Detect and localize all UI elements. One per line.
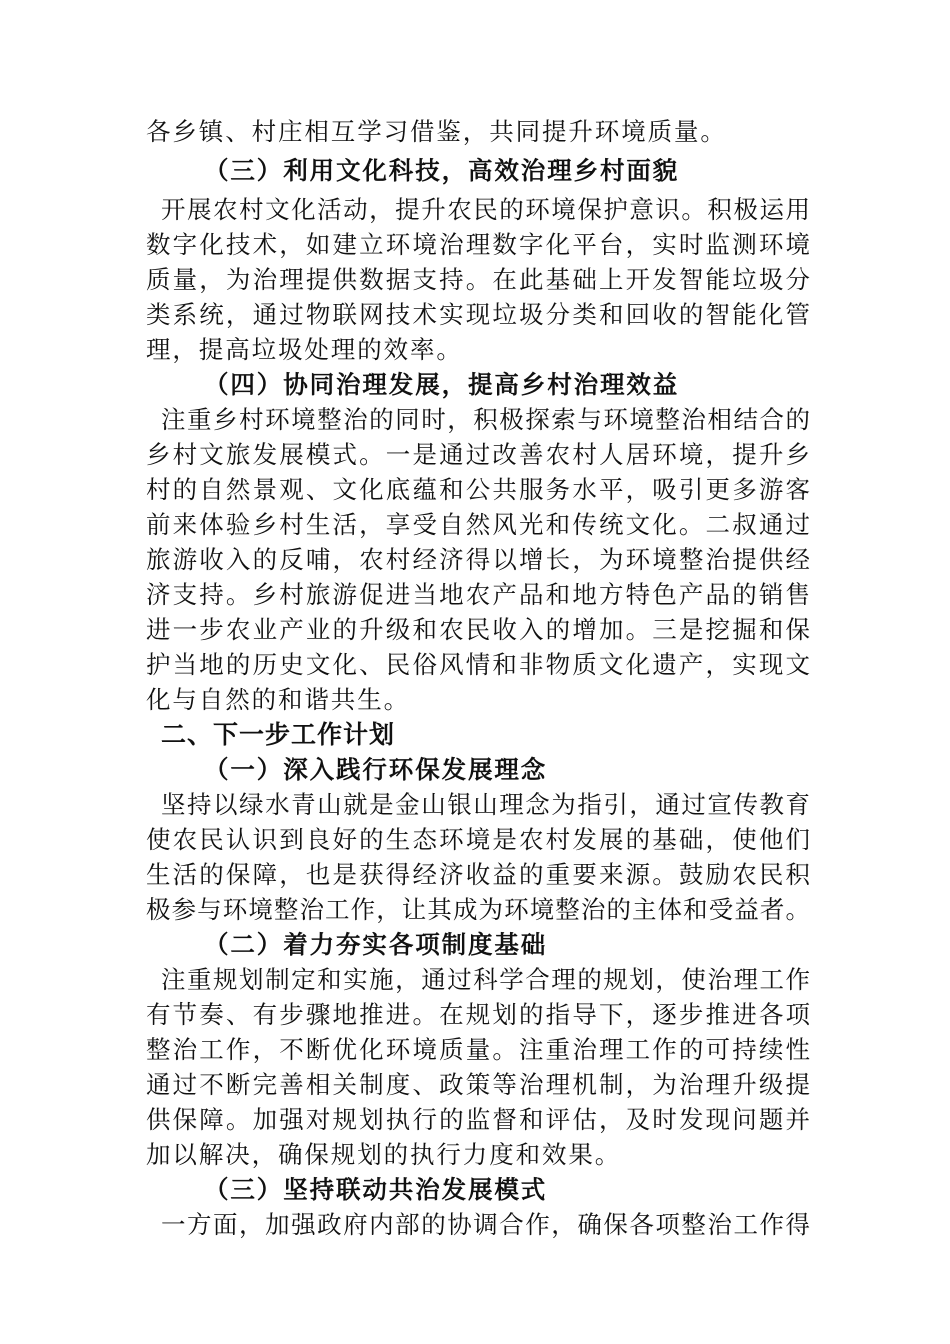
section-heading: （四）协同治理发展，提高乡村治理效益 — [204, 370, 680, 399]
paragraph-line: 极参与环境整治工作，让其成为环境整治的主体和受益者。 — [146, 895, 810, 924]
paragraph-line: 坚持以绿水青山就是金山银山理念为指引，通过宣传教育 — [161, 790, 810, 819]
paragraph-line: 通过不断完善相关制度、政策等治理机制，为治理升级提 — [146, 1070, 810, 1099]
paragraph-line: 注重规划制定和实施，通过科学合理的规划，使治理工作 — [161, 965, 810, 994]
paragraph-line: 旅游收入的反哺，农村经济得以增长，为环境整治提供经 — [146, 545, 810, 574]
paragraph-line: 一方面，加强政府内部的协调合作，确保各项整治工作得 — [161, 1210, 810, 1239]
paragraph-line: 护当地的历史文化、民俗风情和非物质文化遗产，实现文 — [146, 650, 810, 679]
paragraph-line: 化与自然的和谐共生。 — [146, 685, 410, 714]
section-heading: （三）坚持联动共治发展模式 — [204, 1175, 548, 1204]
section-heading: （三）利用文化科技，高效治理乡村面貌 — [204, 156, 680, 185]
section-heading: （二）着力夯实各项制度基础 — [204, 930, 548, 959]
paragraph-line: 各乡镇、村庄相互学习借鉴，共同提升环境质量。 — [146, 117, 727, 146]
paragraph-line: 理，提高垃圾处理的效率。 — [146, 335, 463, 364]
paragraph-line: 注重乡村环境整治的同时，积极探索与环境整治相结合的 — [161, 405, 810, 434]
paragraph-line: 村的自然景观、文化底蕴和公共服务水平，吸引更多游客 — [146, 475, 810, 504]
paragraph-line: 生活的保障，也是获得经济收益的重要来源。鼓励农民积 — [146, 860, 810, 889]
paragraph-line: 乡村文旅发展模式。一是通过改善农村人居环境，提升乡 — [146, 440, 810, 469]
paragraph-line: 质量，为治理提供数据支持。在此基础上开发智能垃圾分 — [146, 265, 810, 294]
paragraph-line: 供保障。加强对规划执行的监督和评估，及时发现问题并 — [146, 1105, 810, 1134]
paragraph-line: 开展农村文化活动，提升农民的环境保护意识。积极运用 — [161, 195, 810, 224]
paragraph-line: 有节奏、有步骤地推进。在规划的指导下，逐步推进各项 — [146, 1000, 810, 1029]
paragraph-line: 进一步农业产业的升级和农民收入的增加。三是挖掘和保 — [146, 615, 810, 644]
paragraph-line: 加以解决，确保规划的执行力度和效果。 — [146, 1140, 622, 1169]
chapter-heading: 二、下一步工作计划 — [161, 720, 396, 749]
paragraph-line: 使农民认识到良好的生态环境是农村发展的基础，使他们 — [146, 825, 810, 854]
paragraph-line: 整治工作，不断优化环境质量。注重治理工作的可持续性 — [146, 1035, 810, 1064]
paragraph-line: 类系统，通过物联网技术实现垃圾分类和回收的智能化管 — [146, 300, 810, 329]
paragraph-line: 济支持。乡村旅游促进当地农产品和地方特色产品的销售 — [146, 580, 810, 609]
paragraph-line: 数字化技术，如建立环境治理数字化平台，实时监测环境 — [146, 230, 810, 259]
section-heading: （一）深入践行环保发展理念 — [204, 755, 548, 784]
paragraph-line: 前来体验乡村生活，享受自然风光和传统文化。二叔通过 — [146, 510, 810, 539]
